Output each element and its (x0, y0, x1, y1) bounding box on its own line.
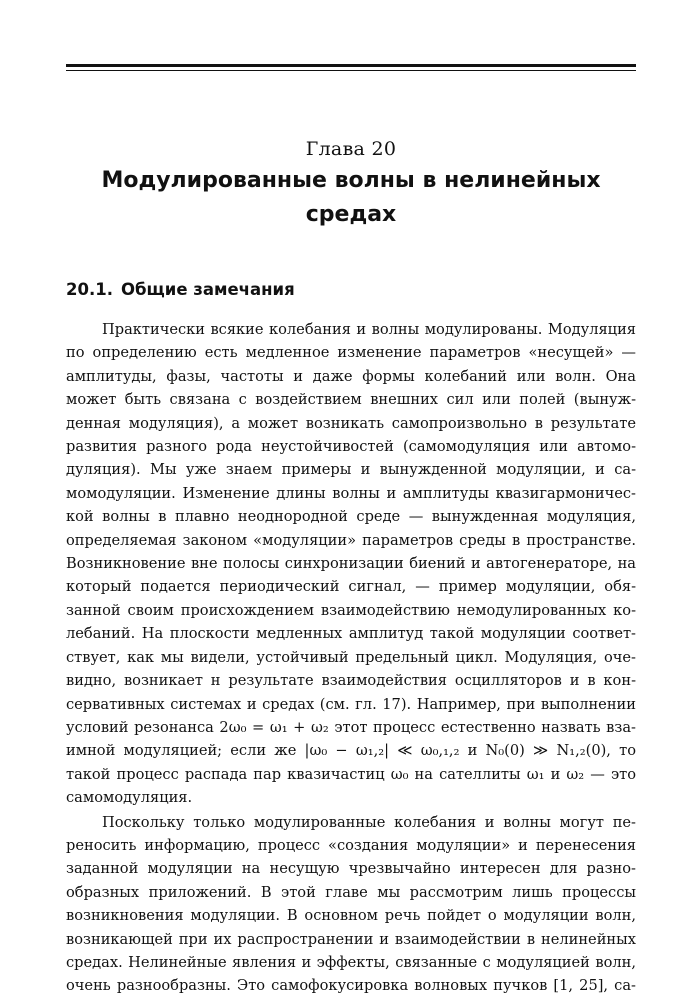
text-line: денная модуляция), а может возникать самопроизвольно в результате (66, 414, 636, 432)
text-line: реносить информацию, процесс «создания модуляции» и перенесения (66, 836, 636, 854)
header-rule-thick (66, 64, 636, 67)
text-line: амплитуды, фазы, частоты и даже формы колебаний или волн. Она (66, 367, 636, 385)
chapter-title (66, 164, 636, 232)
text-line: возникновения модуляции. В основном речь пойдет о модуляции волн, (66, 907, 636, 925)
text-line: дуляция). Мы уже знаем примеры и вынужденной модуляции, и са- (66, 461, 636, 479)
text-line: по определению есть медленное изменение параметров «несущей» — (66, 344, 636, 362)
header-rule-thin (66, 70, 636, 71)
text-line: который подается периодический сигнал, — пример модуляции, обя- (66, 578, 636, 596)
text-line: возникающей при их распространении и взаимодействии в нелинейных (66, 930, 636, 948)
text-line: может быть связана с воздействием внешних сил или полей (вынуж- (66, 391, 636, 409)
text-line: образных приложений. В этой главе мы рассмотрим лишь процессы (66, 883, 636, 901)
text-line: момодуляции. Изменение длины волны и амплитуды квазигармоничес- (66, 484, 636, 502)
text-line: Практически всякие колебания и волны модулированы. Модуляция (102, 321, 636, 338)
text-line: такой процесс распада пар квазичастиц ω₀ на сателлиты ω₁ и ω₂ — это (66, 765, 636, 783)
text-line: занной своим происхождением взаимодействию немодулированных ко- (66, 601, 636, 619)
text-line: Возникновение вне полосы синхронизации биений и автогенераторе, на (66, 555, 636, 573)
body-text (66, 318, 636, 998)
text-line: определяемая законом «модуляции» параметров среды в пространстве. (66, 531, 636, 549)
text-line: условий резонанса 2ω₀ = ω₁ + ω₂ этот процесс естественно назвать вза- (66, 718, 636, 736)
section-heading (66, 278, 636, 302)
text-line: очень разнообразны. Это самофокусировка волновых пучков [1, 25], са- (66, 977, 636, 995)
chapter-label: Глава 20 (305, 138, 397, 160)
text-line: видно, возникает н результате взаимодействия осцилляторов и в кон- (66, 672, 636, 690)
text-line: сервативных системах и средах (см. гл. 17). Например, при выполнении (66, 695, 636, 713)
chapter-title-line-1: Модулированные волны в нелинейных (101, 168, 601, 193)
text-line: кой волны в плавно неоднородной среде — вынужденная модуляция, (66, 508, 636, 526)
text-line: заданной модуляции на несущую чрезвычайно интересен для разно- (66, 860, 636, 878)
chapter-title-line-2: средах (305, 202, 397, 227)
section-title: Общие замечания (120, 280, 295, 299)
text-line: развития разного рода неустойчивостей (самомодуляция или автомо- (66, 438, 636, 456)
paragraph-1 (66, 318, 636, 810)
text-line: имной модуляцией; если же |ω₀ − ω₁,₂| ≪ ω₀,₁,₂ и N₀(0) ≫ N₁,₂(0), то (66, 742, 636, 760)
paragraph-2 (66, 811, 636, 998)
text-line: самомодуляция. (66, 789, 193, 807)
text-line: ствует, как мы видели, устойчивый предельный цикл. Модуляция, оче- (66, 648, 636, 666)
text-line: лебаний. На плоскости медленных амплитуд такой модуляции соответ- (66, 625, 636, 643)
text-line: средах. Нелинейные явления и эффекты, связанные с модуляцией волн, (66, 953, 636, 971)
section-number: 20.1. (66, 280, 113, 299)
text-line: Поскольку только модулированные колебания и волны могут пе- (102, 813, 636, 831)
